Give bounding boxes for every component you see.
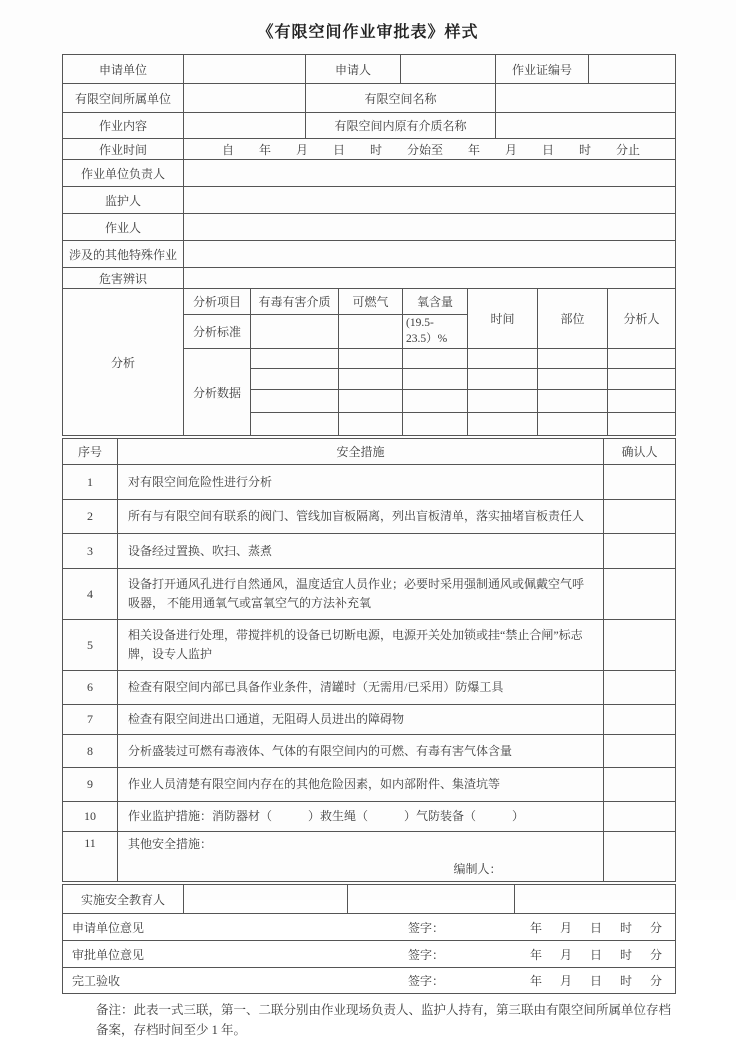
flammable-gas-header: 可燃气 [339, 289, 403, 315]
measure-no: 4 [63, 569, 118, 620]
note-line-2: 备案，存档时间至少 1 年。 [96, 1022, 247, 1037]
analysis-data-cell [251, 390, 339, 413]
analysis-data-cell [403, 390, 468, 413]
measure-row [63, 671, 676, 705]
toxic-standard-field [251, 315, 339, 349]
measure-text: 作业监护措施：消防器材（ ）救生绳（ ）气防装备（ ） [118, 802, 604, 832]
hazard-id-label: 危害辨识 [63, 268, 184, 289]
confirm-cell [604, 534, 676, 569]
row-unit-head [63, 160, 676, 187]
approve-opinion-cell [63, 941, 676, 968]
measure-text [118, 832, 604, 882]
analysis-data-cell [538, 390, 608, 413]
oxygen-standard-value: (19.5-23.5）% [403, 315, 468, 349]
approve-opinion-label: 审批单位意见 [72, 947, 145, 962]
measure-text: 作业人员清楚有限空间内存在的其他危险因素，如内部附件、集渣坑等 [118, 768, 604, 802]
measure-row [63, 735, 676, 768]
measure-row [63, 802, 676, 832]
measure-no: 3 [63, 534, 118, 569]
apply-opinion-row [63, 914, 676, 941]
apply-opinion-cell [63, 914, 676, 941]
unit-head-field [184, 160, 676, 187]
row-hazard-id [63, 268, 676, 289]
other-measures-label: 其他安全措施： [128, 837, 213, 852]
measure-row [63, 569, 676, 620]
other-special-work-field [184, 241, 676, 268]
analysis-data-cell [251, 369, 339, 390]
analysis-label: 分析 [63, 289, 184, 436]
oxygen-header: 氧含量 [403, 289, 468, 315]
owner-unit-field [184, 84, 306, 113]
confirm-cell [604, 569, 676, 620]
confirm-cell [604, 832, 676, 882]
analysis-item-header: 分析项目 [184, 289, 251, 315]
measure-no: 5 [63, 620, 118, 671]
time-header: 时间 [468, 289, 538, 349]
measure-row [63, 832, 676, 882]
flammable-standard-field [339, 315, 403, 349]
measure-text: 检查有限空间进出口通道，无阻碍人员进出的障碍物 [118, 705, 604, 735]
analysis-data-cell [538, 413, 608, 436]
measure-row [63, 705, 676, 735]
unit-head-label: 作业单位负责人 [63, 160, 184, 187]
measure-text: 设备打开通风孔进行自然通风，温度适宜人员作业；必要时采用强制通风或佩戴空气呼吸器， 不能用通氧气或富氧空气的方法补充氧 [118, 569, 604, 620]
education-label: 实施安全教育人 [63, 885, 184, 914]
analysis-table [62, 288, 676, 436]
space-name-label: 有限空间名称 [306, 84, 496, 113]
measure-row [63, 620, 676, 671]
hazard-id-field [184, 268, 676, 289]
completion-check-row [63, 968, 676, 994]
location-header: 部位 [538, 289, 608, 349]
approve-opinion-row [63, 941, 676, 968]
measure-row [63, 534, 676, 569]
measure-text: 所有与有限空间有联系的阀门、管线加盲板隔离，列出盲板清单，落实抽堵盲板责任人 [118, 500, 604, 534]
analyst-header: 分析人 [608, 289, 676, 349]
analysis-data-cell [339, 369, 403, 390]
confirm-cell [604, 620, 676, 671]
analysis-data-cell [468, 349, 538, 369]
operator-field [184, 214, 676, 241]
analysis-data-cell [251, 413, 339, 436]
measure-no: 2 [63, 500, 118, 534]
analysis-data-cell [339, 413, 403, 436]
row-applicant [63, 55, 676, 84]
measure-no: 7 [63, 705, 118, 735]
date-fields: 年 月 日 时 分 [529, 947, 662, 962]
completion-check-label: 完工验收 [72, 974, 121, 989]
applicant-unit-label: 申请单位 [63, 55, 184, 84]
measures-header-row [63, 439, 676, 465]
work-time-value: 自 年 月 日 时 分始至 年 月 日 时 分止 [184, 139, 676, 160]
date-fields: 年 月 日 时 分 [529, 974, 662, 989]
measure-row [63, 768, 676, 802]
info-table [62, 54, 676, 289]
confirm-cell [604, 500, 676, 534]
measure-text: 设备经过置换、吹扫、蒸煮 [118, 534, 604, 569]
other-special-work-label: 涉及的其他特殊作业 [63, 241, 184, 268]
note [96, 1001, 678, 1040]
applicant-unit-field [184, 55, 306, 84]
form-body [62, 54, 675, 994]
footer-table [62, 884, 676, 994]
sign-label: 签字： [408, 974, 445, 989]
date-fields: 年 月 日 时 分 [529, 920, 662, 935]
analysis-data-cell [538, 349, 608, 369]
measure-no: 6 [63, 671, 118, 705]
confirm-cell [604, 802, 676, 832]
measure-text: 检查有限空间内部已具备作业条件，清罐时（无需用/已采用）防爆工具 [118, 671, 604, 705]
measure-text: 分析盛装过可燃有毒液体、气体的有限空间内的可燃、有毒有害气体含量 [118, 735, 604, 768]
confirm-cell [604, 671, 676, 705]
analysis-data-cell [403, 413, 468, 436]
education-field [515, 885, 676, 914]
preparer-label: 编制人： [453, 861, 502, 876]
analysis-data-cell [403, 369, 468, 390]
measure-text: 对有限空间危险性进行分析 [118, 465, 604, 500]
owner-unit-label: 有限空间所属单位 [63, 84, 184, 113]
operator-label: 作业人 [63, 214, 184, 241]
note-line-1: 备注：此表一式三联，第一、二联分别由作业现场负责人、监护人持有，第三联由有限空间所属单位存档 [96, 1003, 672, 1018]
analysis-data-cell [468, 413, 538, 436]
confirm-cell [604, 735, 676, 768]
analysis-data-cell [468, 369, 538, 390]
analysis-data-label: 分析数据 [184, 349, 251, 436]
confirm-cell [604, 465, 676, 500]
analysis-data-cell [339, 349, 403, 369]
analysis-data-cell [608, 369, 676, 390]
work-content-label: 作业内容 [63, 113, 184, 139]
measures-table [62, 438, 676, 882]
analysis-data-cell [538, 369, 608, 390]
education-row [63, 885, 676, 914]
measure-text: 相关设备进行处理，带搅拌机的设备已切断电源，电源开关处加锁或挂“禁止合闸”标志牌，设专人监护 [118, 620, 604, 671]
page-title: 《有限空间作业审批表》样式 [257, 24, 479, 41]
analysis-header-row [63, 289, 676, 315]
confirm-cell [604, 768, 676, 802]
toxic-header: 有毒有害介质 [251, 289, 339, 315]
measure-no: 8 [63, 735, 118, 768]
permit-no-label: 作业证编号 [496, 55, 589, 84]
applicant-label: 申请人 [306, 55, 401, 84]
analysis-data-cell [251, 349, 339, 369]
space-name-field [496, 84, 676, 113]
measure-no: 1 [63, 465, 118, 500]
applicant-field [401, 55, 496, 84]
education-field [184, 885, 348, 914]
row-operator [63, 214, 676, 241]
work-time-label: 作业时间 [63, 139, 184, 160]
row-owner-unit [63, 84, 676, 113]
analysis-data-cell [403, 349, 468, 369]
analysis-data-cell [468, 390, 538, 413]
sign-label: 签字： [408, 947, 445, 962]
seq-header: 序号 [63, 439, 118, 465]
measure-no: 11 [63, 832, 118, 882]
row-work-time [63, 139, 676, 160]
row-work-content [63, 113, 676, 139]
permit-no-field [589, 55, 676, 84]
confirmer-header: 确认人 [604, 439, 676, 465]
analysis-data-cell [608, 390, 676, 413]
guardian-label: 监护人 [63, 187, 184, 214]
confirm-cell [604, 705, 676, 735]
analysis-standard-label: 分析标准 [184, 315, 251, 349]
education-field [348, 885, 515, 914]
measure-row [63, 500, 676, 534]
apply-opinion-label: 申请单位意见 [72, 920, 145, 935]
sign-label: 签字： [408, 920, 445, 935]
analysis-data-cell [339, 390, 403, 413]
analysis-data-cell [608, 349, 676, 369]
guardian-field [184, 187, 676, 214]
measure-no: 9 [63, 768, 118, 802]
row-guardian [63, 187, 676, 214]
work-content-field [184, 113, 306, 139]
measure-no: 10 [63, 802, 118, 832]
original-medium-field [496, 113, 676, 139]
analysis-data-cell [608, 413, 676, 436]
measure-row [63, 465, 676, 500]
row-other-special-work [63, 241, 676, 268]
completion-check-cell [63, 968, 676, 994]
original-medium-label: 有限空间内原有介质名称 [306, 113, 496, 139]
measures-header: 安全措施 [118, 439, 604, 465]
